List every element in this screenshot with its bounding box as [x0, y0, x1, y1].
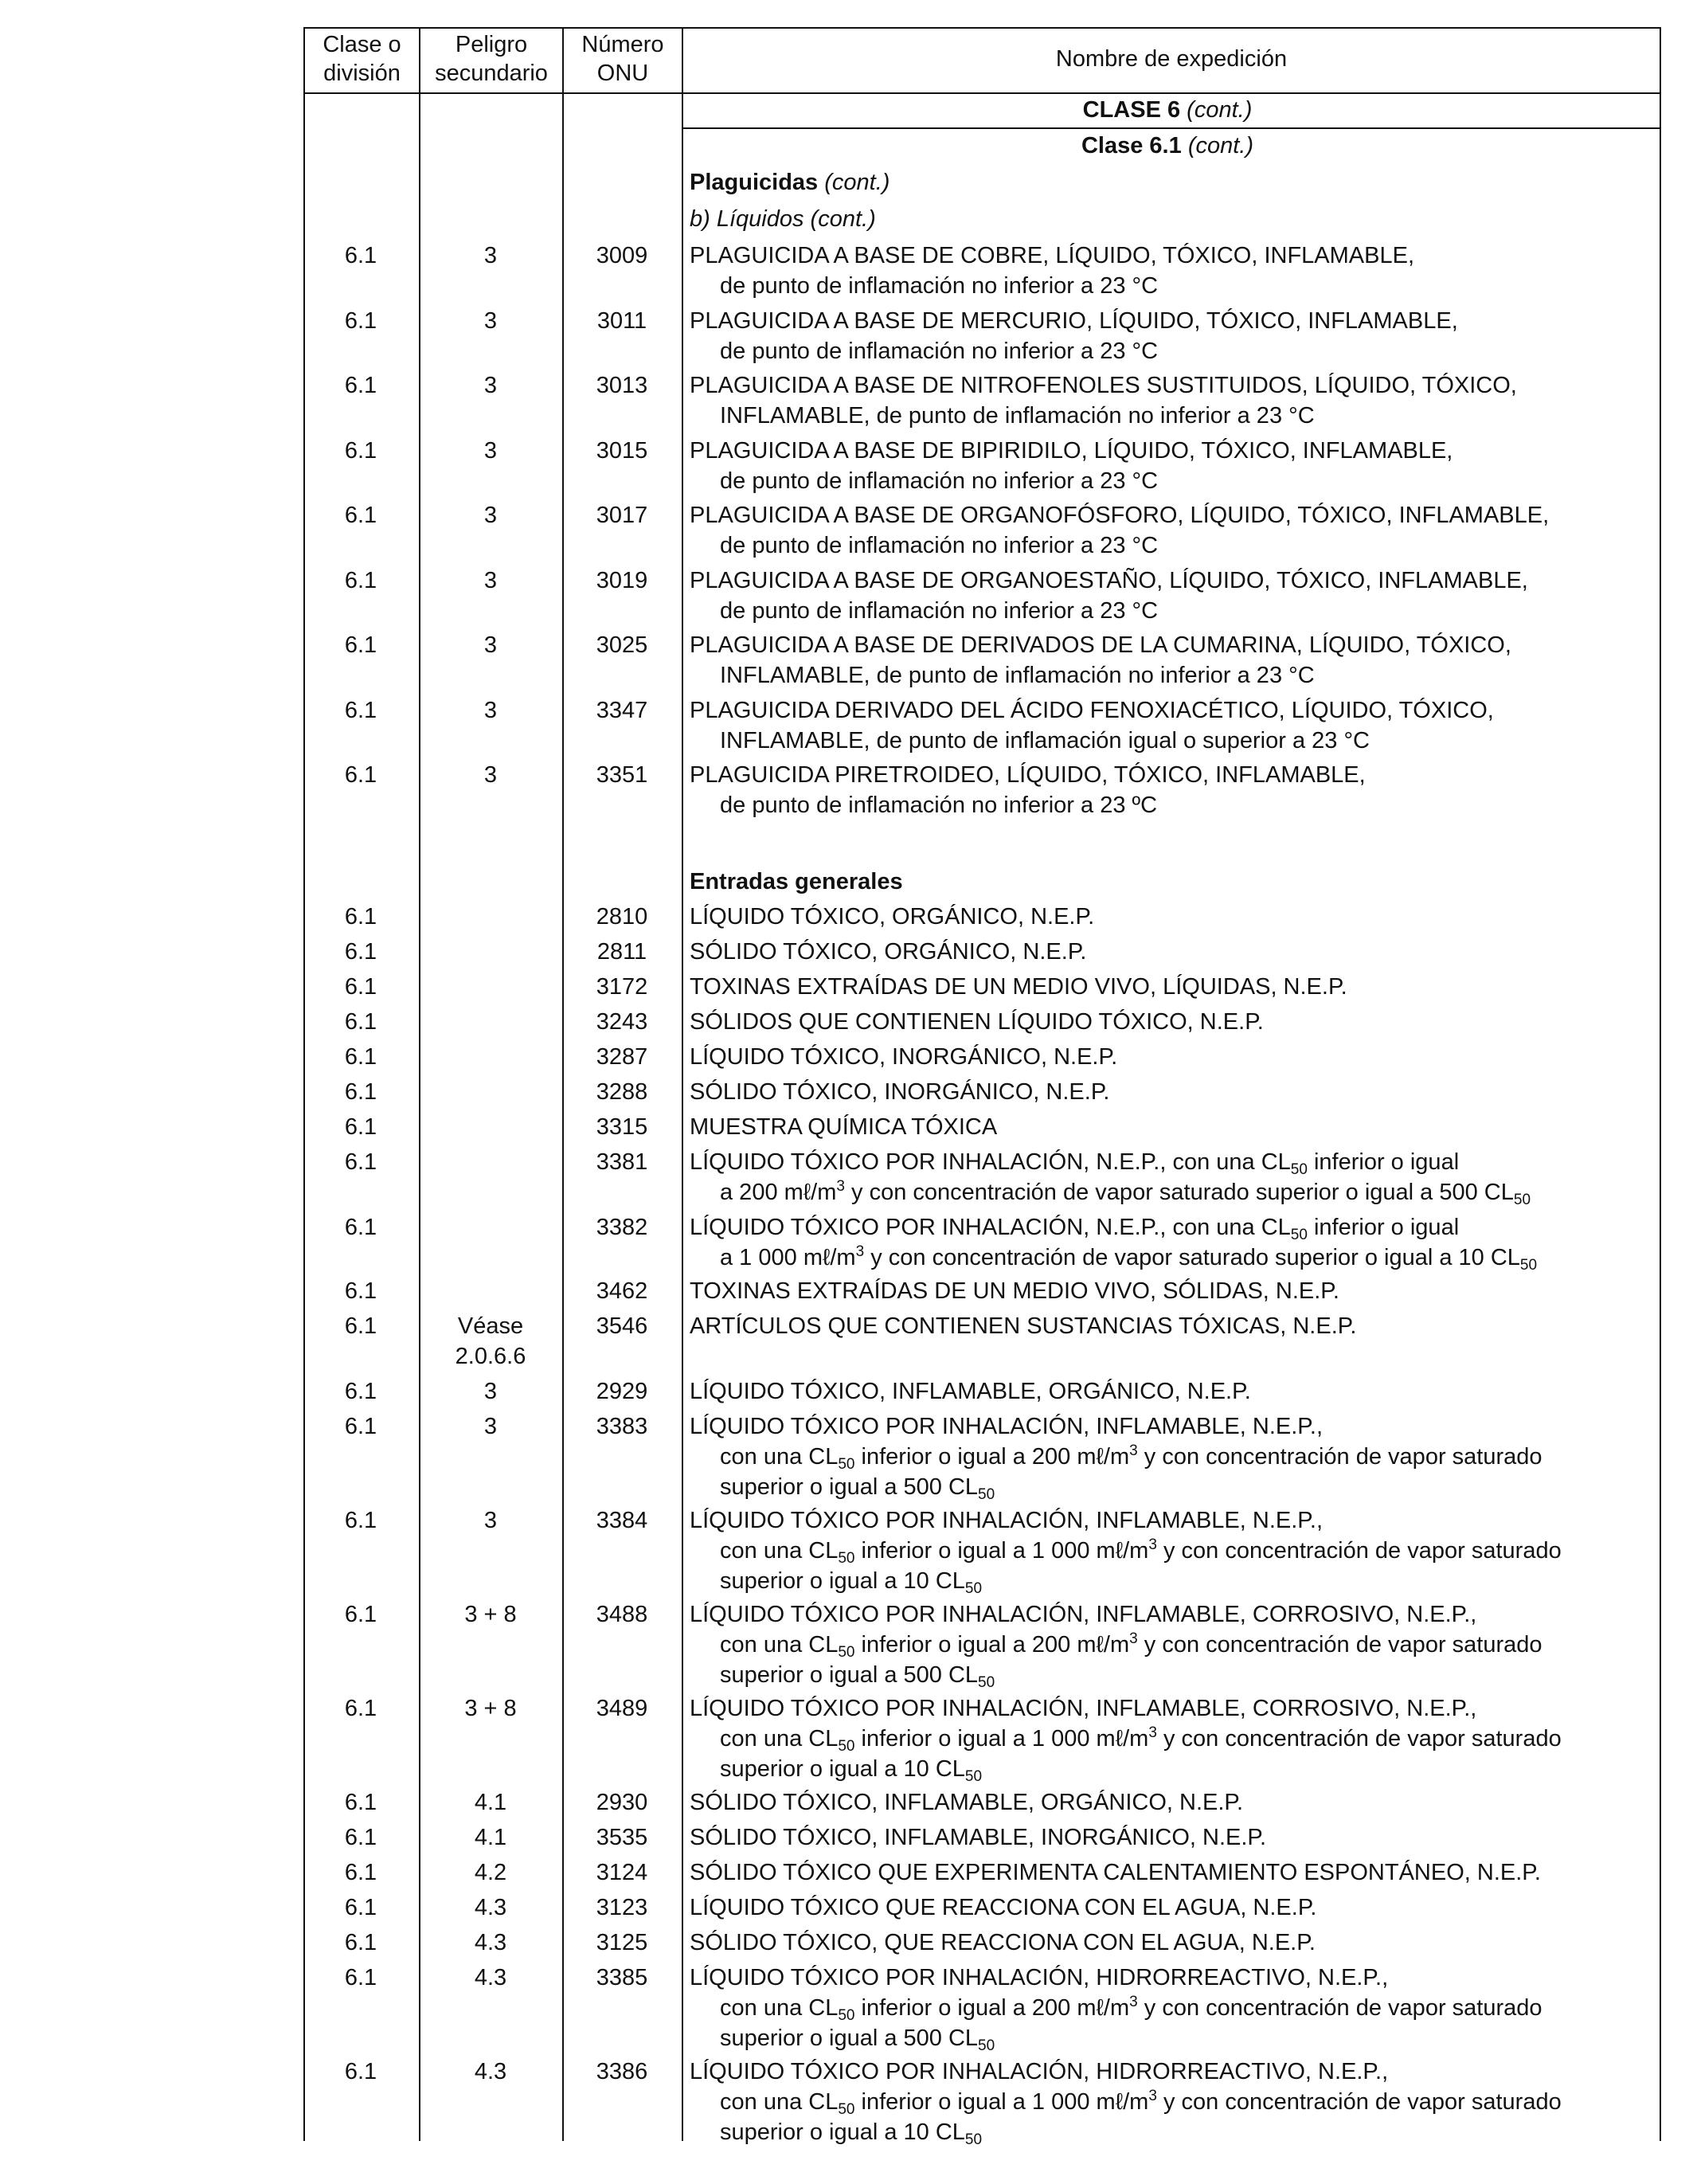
class-division-cell: 6.1: [344, 1379, 377, 1404]
secondary-hazard-value: 3: [483, 698, 498, 723]
shipping-name-cell: [690, 1042, 1650, 1072]
shipping-name-line: LÍQUIDO TÓXICO QUE REACCIONA CON EL AGUA, N.E.P.: [690, 1895, 1317, 1920]
shipping-name-line: a 1 000 $m\ell/m^3$ y con concentración de vapor saturado superior o igual a 10 $CL_{50}$: [720, 1243, 1538, 1274]
shipping-name-line: de punto de inflamación no inferior a 23 °C: [720, 533, 1159, 558]
un-number-cell: 3384: [596, 1508, 648, 1533]
shipping-name-cell: [690, 500, 1650, 561]
un-number-cell: 3347: [596, 698, 648, 723]
shipping-name-line: de punto de inflamación no inferior a 23 °C: [720, 339, 1159, 364]
secondary-hazard-reference: 2.0.6.6: [455, 1344, 526, 1369]
shipping-name-cell: [690, 902, 1650, 932]
un-number-cell: 3383: [596, 1414, 648, 1439]
shipping-name-line: superior o igual a 500 $CL_{50}$: [720, 2025, 995, 2054]
secondary-hazard-cell: [420, 1857, 561, 1888]
un-number-cell: 3462: [596, 1278, 648, 1304]
header-un-number: Número ONU: [581, 32, 664, 86]
un-number-cell: 3125: [596, 1930, 648, 1955]
shipping-name-line: de punto de inflamación no inferior a 23 °C: [720, 273, 1159, 299]
un-number-cell: 3488: [596, 1602, 648, 1627]
class-division-cell: 6.1: [344, 2059, 377, 2084]
shipping-name-line: superior o igual a 10 $CL_{50}$: [720, 2119, 983, 2148]
shipping-name-line: TOXINAS EXTRAÍDAS DE UN MEDIO VIVO, SÓLIDAS, N.E.P.: [690, 1278, 1339, 1304]
secondary-hazard-value: 4.3: [474, 2059, 507, 2084]
class-division-cell: 6.1: [344, 438, 377, 464]
shipping-name-line: con una $CL_{50}$ inferior o igual a 200 $m\ell/m^3$ y con concentración de vapor saturado: [720, 1630, 1542, 1661]
shipping-name-line: LÍQUIDO TÓXICO POR INHALACIÓN, INFLAMABLE, CORROSIVO, N.E.P.,: [690, 1602, 1477, 1627]
class-division-cell: 6.1: [344, 1790, 377, 1815]
secondary-hazard-value: 3: [483, 308, 498, 334]
shipping-name-line: INFLAMABLE, de punto de inflamación no inferior a 23 °C: [720, 663, 1315, 688]
secondary-hazard-cell: [420, 370, 561, 401]
class-division-cell: 6.1: [344, 1149, 377, 1175]
secondary-hazard-value: 3: [483, 1508, 498, 1533]
column-divider-3: [682, 27, 683, 2141]
class-division-cell: 6.1: [344, 1965, 377, 1990]
shipping-name-line: SÓLIDO TÓXICO, INORGÁNICO, N.E.P.: [690, 1079, 1110, 1105]
shipping-name-line: PLAGUICIDA A BASE DE BIPIRIDILO, LÍQUIDO, TÓXICO, INFLAMABLE,: [690, 438, 1453, 464]
shipping-name-line: INFLAMABLE, de punto de inflamación igual o superior a 23 °C: [720, 728, 1370, 753]
shipping-name-line: LÍQUIDO TÓXICO POR INHALACIÓN, N.E.P., con una $CL_{50}$ inferior o igual: [690, 1149, 1460, 1178]
un-number-cell: 3124: [596, 1860, 648, 1885]
section-heading-pesticides: Plaguicidas (cont.): [690, 170, 890, 195]
secondary-hazard-cell: [420, 1311, 561, 1372]
shipping-name-line: INFLAMABLE, de punto de inflamación no inferior a 23 °C: [720, 403, 1315, 429]
secondary-hazard-value: 3: [483, 632, 498, 658]
un-number-cell: 3315: [596, 1114, 648, 1140]
class-division-cell: 6.1: [344, 1414, 377, 1439]
un-number-cell: 3535: [596, 1825, 648, 1850]
class-division-cell: 6.1: [344, 373, 377, 398]
secondary-hazard-cell: [420, 630, 561, 660]
un-number-cell: 3015: [596, 438, 648, 464]
secondary-hazard-cell: [420, 1411, 561, 1442]
secondary-hazard-cell: [420, 2057, 561, 2087]
un-number-cell: 2929: [596, 1379, 648, 1404]
secondary-hazard-cell: [420, 760, 561, 790]
class-division-cell: 6.1: [344, 1313, 377, 1339]
shipping-name-line: a 200 $m\ell/m^3$ y con concentración de vapor saturado superior o igual a 500 $CL_{50}$: [720, 1178, 1531, 1208]
secondary-hazard-cell: [420, 1693, 561, 1724]
shipping-name-line: de punto de inflamación no inferior a 23 °C: [720, 598, 1159, 624]
secondary-hazard-value: 3: [483, 243, 498, 268]
class-division-cell: 6.1: [344, 904, 377, 930]
class-division-cell: 6.1: [344, 503, 377, 528]
shipping-name-line: de punto de inflamación no inferior a 23 ºC: [720, 793, 1158, 818]
class-division-cell: 6.1: [344, 243, 377, 268]
header-bottom-border: [303, 92, 1661, 94]
shipping-name-cell: [690, 1276, 1650, 1306]
un-number-cell: 3017: [596, 503, 648, 528]
secondary-hazard-cell: [420, 1505, 561, 1536]
secondary-hazard-value: 3 + 8: [464, 1602, 517, 1627]
class-heading-border: [682, 127, 1661, 129]
shipping-name-line: LÍQUIDO TÓXICO, INORGÁNICO, N.E.P.: [690, 1044, 1118, 1070]
shipping-name-line: superior o igual a 500 $CL_{50}$: [720, 1662, 995, 1691]
shipping-name-cell: [690, 1892, 1650, 1923]
secondary-hazard-value: 3: [483, 373, 498, 398]
shipping-name-line: SÓLIDO TÓXICO, INFLAMABLE, INORGÁNICO, N.E.P.: [690, 1825, 1267, 1850]
shipping-name-cell: [690, 1311, 1650, 1341]
shipping-name-line: LÍQUIDO TÓXICO POR INHALACIÓN, HIDRORREACTIVO, N.E.P.,: [690, 1965, 1389, 1990]
shipping-name-cell: [690, 306, 1650, 366]
un-number-cell: 3385: [596, 1965, 648, 1990]
table-right-border: [1660, 27, 1661, 2141]
shipping-name-line: con una $CL_{50}$ inferior o igual a 1 000 $m\ell/m^3$ y con concentración de vapor saturado: [720, 1724, 1562, 1755]
class-division-cell: 6.1: [344, 308, 377, 334]
secondary-hazard-value: 4.3: [474, 1965, 507, 1990]
shipping-name-line: LÍQUIDO TÓXICO POR INHALACIÓN, INFLAMABLE, N.E.P.,: [690, 1414, 1324, 1439]
shipping-name-cell: [690, 1077, 1650, 1107]
secondary-hazard-value: 4.1: [474, 1825, 507, 1850]
header-secondary-hazard: Peligro secundario: [435, 32, 548, 86]
shipping-name-cell: [690, 370, 1650, 431]
class-division-cell: 6.1: [344, 1825, 377, 1850]
shipping-name-line: con una $CL_{50}$ inferior o igual a 1 000 $m\ell/m^3$ y con concentración de vapor saturado: [720, 2088, 1562, 2118]
class-division-cell: 6.1: [344, 1602, 377, 1627]
secondary-hazard-value: 3: [483, 1379, 498, 1404]
secondary-hazard-cell: [420, 1822, 561, 1853]
division-heading: Clase 6.1 (cont.): [1081, 133, 1253, 159]
secondary-hazard-cell: [420, 1892, 561, 1923]
un-number-cell: 3011: [596, 308, 647, 334]
secondary-hazard-cell: [420, 1928, 561, 1958]
shipping-name-cell: [690, 630, 1650, 691]
secondary-hazard-value: 4.2: [474, 1860, 507, 1885]
class-division-cell: 6.1: [344, 1215, 377, 1240]
class-heading: CLASE 6 (cont.): [1082, 97, 1253, 123]
shipping-name-line: SÓLIDO TÓXICO QUE EXPERIMENTA CALENTAMIENTO ESPONTÁNEO, N.E.P.: [690, 1860, 1541, 1885]
secondary-hazard-value: 3: [483, 438, 498, 464]
shipping-name-line: superior o igual a 10 $CL_{50}$: [720, 1568, 983, 1597]
secondary-hazard-value: 3: [483, 1414, 498, 1439]
un-number-cell: 3013: [596, 373, 648, 398]
subsection-heading-liquids: b) Líquidos (cont.): [690, 206, 876, 232]
un-number-cell: 3382: [596, 1215, 648, 1240]
un-number-cell: 3489: [596, 1696, 648, 1721]
secondary-hazard-cell: [420, 1599, 561, 1630]
class-division-cell: 6.1: [344, 698, 377, 723]
shipping-name-cell: [690, 1693, 1650, 1784]
un-number-cell: 3123: [596, 1895, 648, 1920]
un-number-cell: 3386: [596, 2059, 648, 2084]
shipping-name-cell: [690, 1787, 1650, 1818]
shipping-name-cell: [690, 1599, 1650, 1690]
secondary-hazard-cell: [420, 1376, 561, 1407]
shipping-name-line: PLAGUICIDA PIRETROIDEO, LÍQUIDO, TÓXICO, INFLAMABLE,: [690, 762, 1366, 788]
class-division-cell: 6.1: [344, 974, 377, 1000]
shipping-name-cell: [690, 1376, 1650, 1407]
shipping-name-cell: [690, 566, 1650, 626]
shipping-name-line: LÍQUIDO TÓXICO POR INHALACIÓN, INFLAMABLE, CORROSIVO, N.E.P.,: [690, 1696, 1477, 1721]
un-number-cell: 3019: [596, 568, 648, 593]
secondary-hazard-cell: [420, 1963, 561, 1993]
un-number-cell: 3025: [596, 632, 648, 658]
shipping-name-cell: [690, 1212, 1650, 1273]
table-top-border: [303, 27, 1661, 29]
secondary-hazard-value: 4.1: [474, 1790, 507, 1815]
un-number-cell: 3009: [596, 243, 648, 268]
class-division-cell: 6.1: [344, 1278, 377, 1304]
class-division-cell: 6.1: [344, 1860, 377, 1885]
header-class-division: Clase o división: [323, 32, 401, 86]
secondary-hazard-cell: [420, 566, 561, 596]
class-division-cell: 6.1: [344, 1895, 377, 1920]
shipping-name-line: LÍQUIDO TÓXICO POR INHALACIÓN, HIDRORREACTIVO, N.E.P.,: [690, 2059, 1389, 2084]
shipping-name-line: LÍQUIDO TÓXICO, ORGÁNICO, N.E.P.: [690, 904, 1095, 930]
secondary-hazard-cell: [420, 1787, 561, 1818]
shipping-name-line: LÍQUIDO TÓXICO, INFLAMABLE, ORGÁNICO, N.E.P.: [690, 1379, 1251, 1404]
shipping-name-line: de punto de inflamación no inferior a 23 °C: [720, 468, 1159, 494]
shipping-name-line: SÓLIDOS QUE CONTIENEN LÍQUIDO TÓXICO, N.E.P.: [690, 1009, 1264, 1035]
shipping-name-line: PLAGUICIDA A BASE DE COBRE, LÍQUIDO, TÓXICO, INFLAMABLE,: [690, 243, 1415, 268]
shipping-name-cell: [690, 1007, 1650, 1037]
shipping-name-line: superior o igual a 500 $CL_{50}$: [720, 1474, 995, 1503]
shipping-name-cell: [690, 760, 1650, 820]
secondary-hazard-value: 3: [483, 503, 498, 528]
section-heading-general-entries: Entradas generales: [690, 869, 903, 894]
shipping-name-line: con una $CL_{50}$ inferior o igual a 200 $m\ell/m^3$ y con concentración de vapor saturado: [720, 1442, 1542, 1473]
shipping-name-line: LÍQUIDO TÓXICO POR INHALACIÓN, INFLAMABLE, N.E.P.,: [690, 1508, 1324, 1533]
class-division-cell: 6.1: [344, 762, 377, 788]
header-shipping-name: Nombre de expedición: [1055, 46, 1288, 72]
shipping-name-line: PLAGUICIDA A BASE DE DERIVADOS DE LA CUMARINA, LÍQUIDO, TÓXICO,: [690, 632, 1511, 658]
shipping-name-line: TOXINAS EXTRAÍDAS DE UN MEDIO VIVO, LÍQUIDAS, N.E.P.: [690, 974, 1347, 1000]
secondary-hazard-cell: [420, 500, 561, 530]
class-division-cell: 6.1: [344, 568, 377, 593]
shipping-name-line: con una $CL_{50}$ inferior o igual a 200 $m\ell/m^3$ y con concentración de vapor saturado: [720, 1994, 1542, 2024]
class-division-cell: 6.1: [344, 1009, 377, 1035]
un-number-cell: 3288: [596, 1079, 648, 1105]
secondary-hazard-value: Véase: [457, 1313, 524, 1339]
un-number-cell: 3243: [596, 1009, 648, 1035]
secondary-hazard-value: 4.3: [474, 1895, 507, 1920]
class-division-cell: 6.1: [344, 1930, 377, 1955]
shipping-name-line: LÍQUIDO TÓXICO POR INHALACIÓN, N.E.P., con una $CL_{50}$ inferior o igual: [690, 1215, 1460, 1243]
secondary-hazard-value: 4.3: [474, 1930, 507, 1955]
class-division-cell: 6.1: [344, 939, 377, 965]
shipping-name-cell: [690, 1822, 1650, 1853]
shipping-name-cell: [690, 1928, 1650, 1958]
class-division-cell: 6.1: [344, 1696, 377, 1721]
class-division-cell: 6.1: [344, 1079, 377, 1105]
secondary-hazard-cell: [420, 436, 561, 466]
shipping-name-line: PLAGUICIDA A BASE DE NITROFENOLES SUSTITUIDOS, LÍQUIDO, TÓXICO,: [690, 373, 1517, 398]
shipping-name-line: ARTÍCULOS QUE CONTIENEN SUSTANCIAS TÓXICAS, N.E.P.: [690, 1313, 1357, 1339]
shipping-name-cell: [690, 1411, 1650, 1502]
shipping-name-line: PLAGUICIDA A BASE DE ORGANOFÓSFORO, LÍQUIDO, TÓXICO, INFLAMABLE,: [690, 503, 1550, 528]
class-division-cell: 6.1: [344, 1508, 377, 1533]
un-number-cell: 3546: [596, 1313, 648, 1339]
class-division-cell: 6.1: [344, 1044, 377, 1070]
shipping-name-line: PLAGUICIDA DERIVADO DEL ÁCIDO FENOXIACÉTICO, LÍQUIDO, TÓXICO,: [690, 698, 1494, 723]
un-number-cell: 3287: [596, 1044, 648, 1070]
secondary-hazard-cell: [420, 241, 561, 271]
shipping-name-cell: [690, 972, 1650, 1002]
secondary-hazard-cell: [420, 306, 561, 336]
shipping-name-cell: [690, 1857, 1650, 1888]
shipping-name-cell: [690, 1505, 1650, 1596]
shipping-name-line: SÓLIDO TÓXICO, INFLAMABLE, ORGÁNICO, N.E.P.: [690, 1790, 1244, 1815]
un-number-cell: 2811: [596, 939, 647, 965]
secondary-hazard-value: 3: [483, 762, 498, 788]
un-number-cell: 2810: [596, 904, 648, 930]
shipping-name-line: PLAGUICIDA A BASE DE MERCURIO, LÍQUIDO, TÓXICO, INFLAMABLE,: [690, 308, 1458, 334]
shipping-name-line: superior o igual a 10 $CL_{50}$: [720, 1756, 983, 1785]
shipping-name-line: SÓLIDO TÓXICO, ORGÁNICO, N.E.P.: [690, 939, 1087, 965]
class-division-cell: 6.1: [344, 632, 377, 658]
secondary-hazard-cell: [420, 695, 561, 726]
shipping-name-line: MUESTRA QUÍMICA TÓXICA: [690, 1114, 998, 1140]
class-division-cell: 6.1: [344, 1114, 377, 1140]
shipping-name-line: SÓLIDO TÓXICO, QUE REACCIONA CON EL AGUA, N.E.P.: [690, 1930, 1316, 1955]
shipping-name-cell: [690, 1147, 1650, 1207]
secondary-hazard-value: 3 + 8: [464, 1696, 517, 1721]
un-number-cell: 3172: [596, 974, 648, 1000]
shipping-name-cell: [690, 241, 1650, 301]
shipping-name-line: con una $CL_{50}$ inferior o igual a 1 000 $m\ell/m^3$ y con concentración de vapor saturado: [720, 1536, 1562, 1567]
shipping-name-cell: [690, 1963, 1650, 2053]
shipping-name-line: PLAGUICIDA A BASE DE ORGANOESTAÑO, LÍQUIDO, TÓXICO, INFLAMABLE,: [690, 568, 1528, 593]
shipping-name-cell: [690, 695, 1650, 756]
shipping-name-cell: [690, 2057, 1650, 2147]
un-number-cell: 2930: [596, 1790, 648, 1815]
secondary-hazard-value: 3: [483, 568, 498, 593]
shipping-name-cell: [690, 1112, 1650, 1142]
un-number-cell: 3381: [596, 1149, 648, 1175]
shipping-name-cell: [690, 937, 1650, 967]
shipping-name-cell: [690, 436, 1650, 496]
un-number-cell: 3351: [596, 762, 648, 788]
